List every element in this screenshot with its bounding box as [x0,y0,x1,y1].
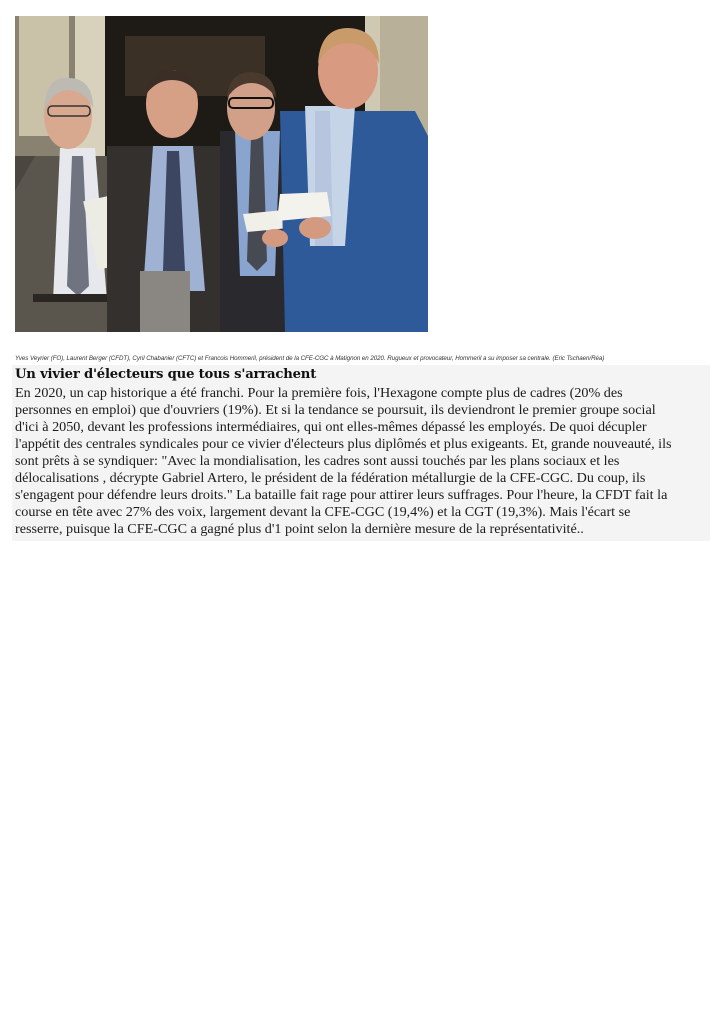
photo-caption: Yves Veyrier (FO), Laurent Berger (CFDT), Cyril Chabanier (CFTC) et Francois Hommeril, président de la CFE-CGC à Matignon en 2020. Rugueux et provocateur, Hommeril a su imposer sa centrale. (Eric Tschaen/Réa) [15,355,605,362]
article-line: délocalisations , décrypte Gabriel Artero, le président de la fédération métallurgie de la CFE-CGC. Du coup, ils [15,470,646,486]
article-photo [15,16,428,332]
article-line: l'appétit des centrales syndicales pour ce vivier d'électeurs plus diplômés et plus exigeants. Et, grande nouveauté, ils [15,436,672,452]
article-line: En 2020, un cap historique a été franchi. Pour la première fois, l'Hexagone compte plus de cadres (20% des [15,385,623,401]
article-line: sont prêts à se syndiquer: "Avec la mondialisation, les cadres sont aussi touchés par les plans sociaux et les [15,453,620,469]
article-body [15,385,709,538]
article-line: course en tête avec 27% des voix, largement devant la CFE-CGC (19,4%) et la CGT (19,3%). Mais l'écart se [15,504,631,520]
article-line: d'ici à 2050, devant les professions intermédiaires, qui ont elles-mêmes dépassé les employés. De quoi décupler [15,419,647,435]
article-line: personnes en emploi) que d'ouvriers (19%). Et si la tendance se poursuit, ils deviendront le premier groupe social [15,402,656,418]
article-line: resserre, puisque la CFE-CGC a gagné plus d'1 point selon la dernière mesure de la représentativité.. [15,521,584,537]
article-headline: Un vivier d'électeurs que tous s'arrachent [15,367,317,382]
article-line: s'engagent pour défendre leurs droits." La bataille fait rage pour attirer leurs suffrages. Pour l'heure, la CFDT fait la [15,487,668,503]
article-block [12,365,710,541]
